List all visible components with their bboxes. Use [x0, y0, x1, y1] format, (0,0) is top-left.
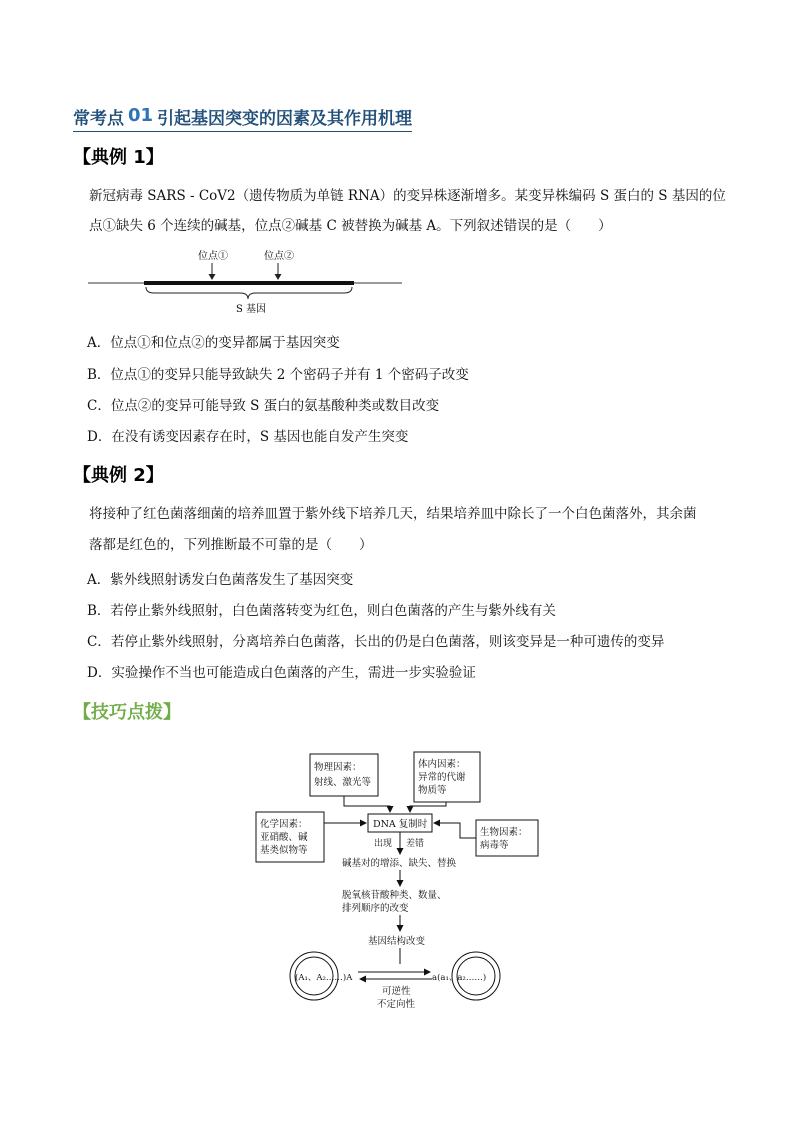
biological-arrow [434, 823, 476, 838]
example1-option-b: B．位点①的变异只能导致缺失 2 个密码子并有 1 个密码子改变 [87, 367, 469, 383]
site1-label: 位点① [198, 251, 228, 262]
section-title-text: 引起基因突变的因素及其作用机理 [157, 109, 413, 129]
chemical-factor-line3: 基类似物等 [260, 845, 308, 856]
example1-option-d: D．在没有诱变因素存在时，S 基因也能自发产生突变 [87, 429, 409, 445]
step3-label: 基因结构改变 [368, 936, 426, 947]
property-nondirectional: 不定向性 [377, 999, 416, 1010]
property-reversibility: 可逆性 [382, 986, 411, 997]
internal-factor-line3: 物质等 [418, 785, 447, 796]
internal-factor-line1: 体内因素： [418, 759, 466, 770]
physical-factor-box [310, 754, 378, 796]
example2-option-b: B．若停止紫外线照射，白色菌落转变为红色，则白色菌落的产生与紫外线有关 [87, 603, 556, 619]
mutation-mechanism-diagram [250, 748, 550, 1018]
site1-arrowhead [209, 274, 216, 280]
site2-label: 位点② [264, 251, 294, 262]
internal-arrow [410, 802, 446, 812]
section-prefix: 常考点 [73, 109, 124, 129]
section-title [73, 104, 412, 129]
step2-line1: 脱氧核苷酸种类、数量、 [342, 890, 447, 901]
example2-heading: 【典例 2】 [73, 465, 164, 486]
right-allele-label: a(a₁、a₂……) [432, 973, 487, 983]
example2-question-line2: 落都是红色的，下列推断最不可靠的是（ ） [89, 537, 373, 553]
example2-option-d: D．实验操作不当也可能造成白色菌落的产生，需进一步实验验证 [87, 665, 476, 681]
example2-question-line1: 将接种了红色菌落细菌的培养皿置于紫外线下培养几天，结果培养皿中除长了一个白色菌落外，其余菌 [89, 506, 697, 522]
appear-label: 出现 [374, 839, 393, 849]
step1-label: 碱基对的增添、缺失、替换 [342, 858, 457, 869]
example2-option-a: A．紫外线照射诱发白色菌落发生了基因突变 [87, 572, 354, 588]
error-label: 差错 [406, 839, 425, 849]
example1-option-a: A．位点①和位点②的变异都属于基因突变 [87, 335, 340, 351]
example2-option-c: C．若停止紫外线照射，分离培养白色菌落，长出的仍是白色菌落，则该变异是一种可遗传的变异 [87, 634, 665, 650]
physical-factor-line1: 物理因素： [314, 762, 362, 773]
example1-heading: 【典例 1】 [73, 147, 164, 168]
internal-factor-line2: 异常的代谢 [418, 772, 466, 783]
dna-replication-label: DNA 复制时 [373, 819, 428, 830]
example1-option-c: C．位点②的变异可能导致 S 蛋白的氨基酸种类或数目改变 [87, 398, 440, 414]
chemical-factor-line1: 化学因素： [260, 819, 308, 830]
chemical-factor-line2: 亚硝酸、碱 [260, 832, 308, 843]
tips-heading: 【技巧点拨】 [73, 702, 181, 723]
example1-question-line2: 点①缺失 6 个连续的碱基，位点②碱基 C 被替换为碱基 A。下列叙述错误的是（ ） [89, 218, 612, 234]
section-number: 01 [128, 105, 154, 126]
site2-arrowhead [275, 274, 282, 280]
example1-question-line1: 新冠病毒 SARS - CoV2（遗传物质为单链 RNA）的变异株逐渐增多。某变异株编码 S 蛋白的 S 基因的位 [89, 188, 726, 204]
gene-brace [146, 287, 352, 299]
gene-label: S 基因 [236, 304, 267, 315]
left-allele-label: (A₁、A₂……)A [295, 973, 353, 983]
title-underline [73, 131, 412, 132]
s-gene-figure [80, 244, 410, 320]
physical-arrow [344, 796, 390, 812]
physical-factor-line2: 射线、激光等 [314, 777, 372, 788]
step2-line2: 排列顺序的改变 [342, 903, 409, 914]
biological-factor-line1: 生物因素： [480, 827, 528, 838]
biological-factor-line2: 病毒等 [480, 840, 509, 851]
